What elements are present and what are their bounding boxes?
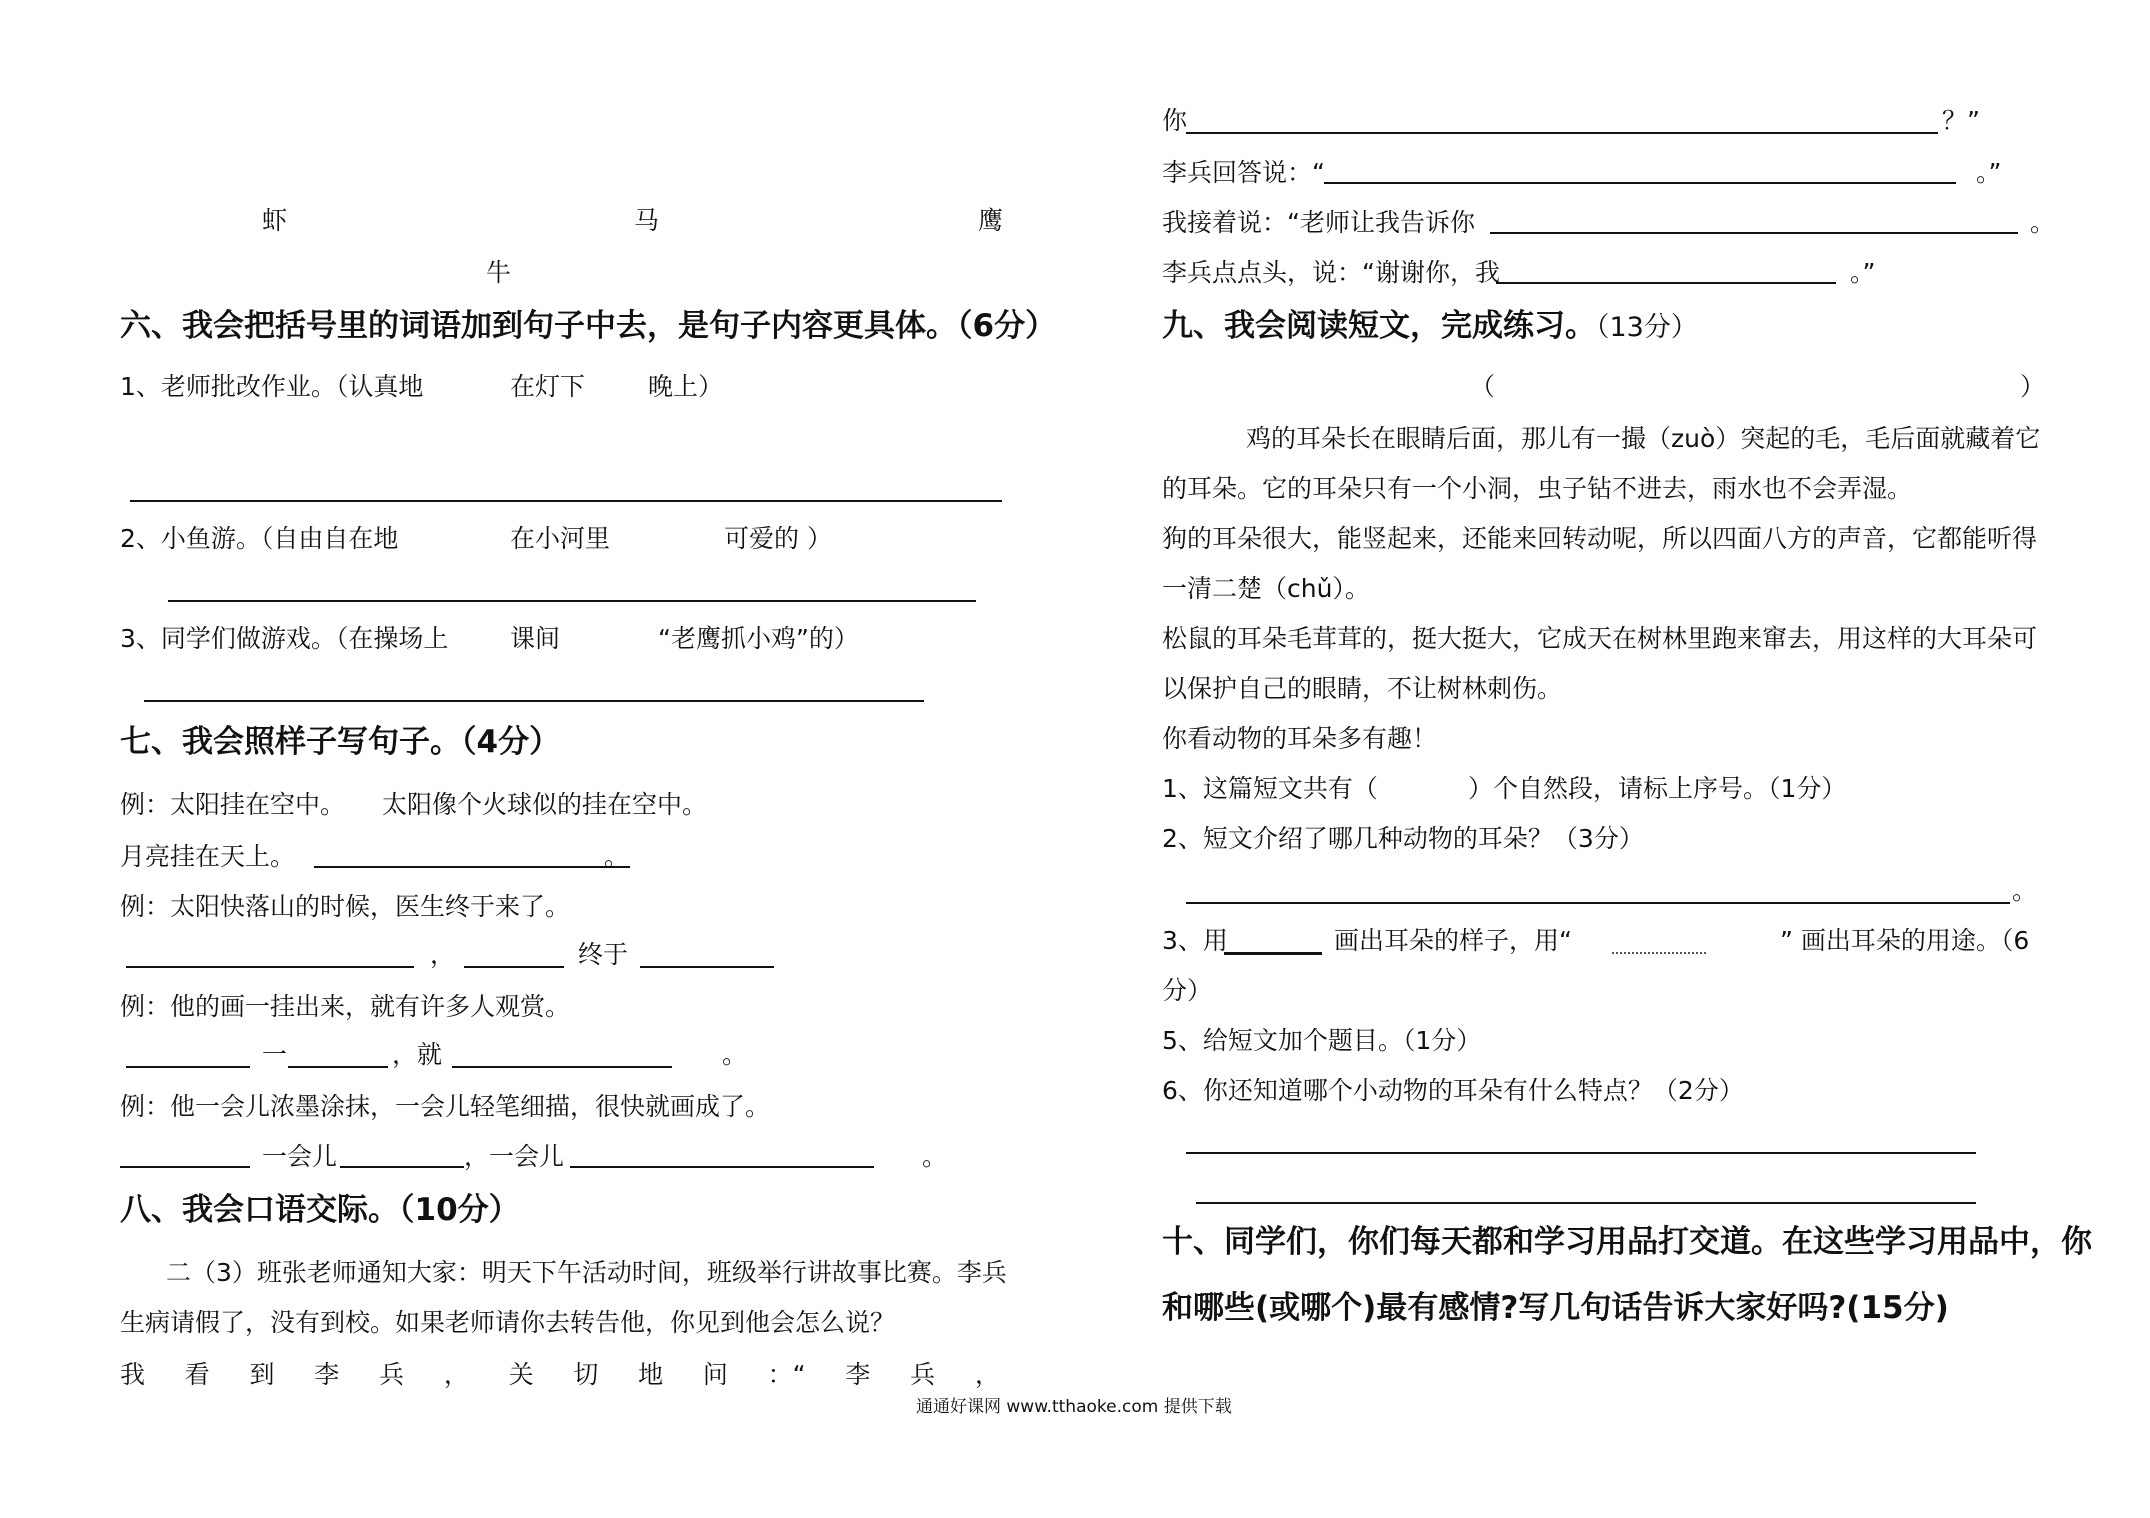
s9-para-6: 以保护自己的眼睛，不让树林刺伤。 (1162, 674, 1563, 703)
s9-para-2: 的耳朵。它的耳朵只有一个小洞，虫子钻不进去，雨水也不会弄湿。 (1162, 474, 1913, 503)
dialog-blank-1[interactable] (1186, 132, 1938, 134)
s7-blank-3b[interactable] (288, 1066, 388, 1068)
s9-question-6: 6、你还知道哪个小动物的耳朵有什么特点？（2分） (1162, 1076, 1744, 1105)
s9-question-3c: ” 画出耳朵的用途。（6 (1780, 926, 2030, 955)
s7-answer-line-1[interactable] (314, 866, 630, 868)
s9-para-1: 鸡的耳朵长在眼睛后面，那儿有一撮（zuò）突起的毛，毛后面就藏着它 (1246, 424, 2041, 453)
dialog-line-4: 李兵点点头，说：“谢谢你，我 (1162, 258, 1500, 287)
dialog-ni: 你 (1162, 106, 1188, 135)
s7-blank-3c[interactable] (452, 1066, 672, 1068)
s9-question-3a: 3、用 (1162, 926, 1228, 955)
section-9-title: 九、我会阅读短文，完成练习。 (1162, 308, 1596, 344)
s6-answer-line-2[interactable] (168, 600, 976, 602)
section-6-heading: 六、我会把括号里的词语加到句子中去，是句子内容更具体。（6分） (120, 308, 1057, 344)
wavy-line-sample (1612, 946, 1706, 954)
s7-jiu: ，就 (392, 1040, 443, 1069)
s6-answer-line-1[interactable] (130, 500, 1002, 502)
s7-yi: 一 (262, 1040, 288, 1069)
s7-question-1: 月亮挂在天上。 (120, 842, 296, 871)
animal-horse: 马 (634, 206, 660, 235)
s9-answer-line-6a[interactable] (1186, 1152, 1976, 1154)
s7-blank-2a[interactable] (126, 966, 414, 968)
s8-paragraph-1: 二（3）班张老师通知大家：明天下午活动时间，班级举行讲故事比赛。李兵 (166, 1258, 1007, 1287)
section-9-score: （13分） (1596, 312, 1698, 343)
s7-q1-period: 。 (604, 842, 630, 871)
section-10-line-1: 十、同学们，你们每天都和学习用品打交道。在这些学习用品中，你 (1162, 1224, 2092, 1260)
s6-item-1: 1、老师批改作业。（认真地 (120, 372, 424, 401)
s9-question-1a: 1、这篇短文共有（ (1162, 774, 1378, 803)
s9-question-2: 2、短文介绍了哪几种动物的耳朵？（3分） (1162, 824, 1644, 853)
s7-blank-4a[interactable] (120, 1166, 250, 1168)
footer-credit: 通通好课网 www.tthaoke.com 提供下载 (916, 1397, 1232, 1417)
s9-answer-line-6b[interactable] (1196, 1202, 1976, 1204)
s9-title-paren-close: ） (2020, 372, 2046, 401)
s9-para-5: 松鼠的耳朵毛茸茸的，挺大挺大，它成天在树林里跑来窜去，用这样的大耳朵可 (1162, 624, 2038, 653)
dialog-l4-end: 。” (1850, 258, 1876, 287)
dialog-blank-2[interactable] (1324, 182, 1956, 184)
dialog-q-end: ？” (1942, 106, 1980, 135)
straight-line-sample (1224, 952, 1322, 955)
s9-q2-period: 。 (2012, 876, 2038, 905)
s7-period-4: 。 (922, 1142, 948, 1171)
s6-item-3-word2: 课间 (510, 624, 561, 653)
s7-blank-2c[interactable] (640, 966, 774, 968)
animal-cow: 牛 (486, 258, 512, 287)
s9-question-5: 5、给短文加个题目。（1分） (1162, 1026, 1482, 1055)
s7-comma: ， (430, 940, 456, 969)
section-9-heading (1162, 308, 1698, 346)
s6-answer-line-3[interactable] (144, 700, 924, 702)
s9-answer-line-2[interactable] (1186, 902, 2010, 904)
s6-item-2-word2: 在小河里 (510, 524, 611, 553)
s7-yihuier: 一会儿 (262, 1142, 338, 1171)
s7-blank-3a[interactable] (126, 1066, 250, 1068)
s9-para-7: 你看动物的耳朵多有趣！ (1162, 724, 1438, 753)
animal-eagle: 鹰 (978, 206, 1004, 235)
s6-item-2-word3: 可爱的 ） (724, 524, 832, 553)
s9-question-1b: ）个自然段，请标上序号。（1分） (1468, 774, 1847, 803)
s7-example-2: 例：太阳快落山的时候，医生终于来了。 (120, 892, 571, 921)
s7-example-4: 例：他一会儿浓墨涂抹，一会儿轻笔细描，很快就画成了。 (120, 1092, 771, 1121)
s9-question-3d: 分） (1162, 976, 1213, 1005)
s9-para-3: 狗的耳朵很大，能竖起来，还能来回转动呢，所以四面八方的声音，它都能听得 (1162, 524, 2038, 553)
s9-question-3b: 画出耳朵的样子，用“ (1334, 926, 1572, 955)
dialog-l3-end: 。 (2030, 208, 2056, 237)
animal-shrimp: 虾 (262, 206, 288, 235)
dialog-blank-3[interactable] (1490, 232, 2018, 234)
s7-example-3: 例：他的画一挂出来，就有许多人观赏。 (120, 992, 571, 1021)
s8-paragraph-3: 我 看 到 李 兵 ， 关 切 地 问 ：“ 李 兵 ， (120, 1360, 1000, 1389)
s7-zhongyu: 终于 (578, 940, 629, 969)
section-7-heading: 七、我会照样子写句子。（4分） (120, 724, 561, 760)
s6-item-3: 3、同学们做游戏。（在操场上 (120, 624, 449, 653)
s6-item-3-word3: “老鹰抓小鸡”的） (658, 624, 859, 653)
s6-item-1-word2: 在灯下 (510, 372, 586, 401)
s8-paragraph-2: 生病请假了，没有到校。如果老师请你去转告他，你见到他会怎么说？ (120, 1308, 896, 1337)
dialog-blank-4[interactable] (1496, 282, 1836, 284)
section-8-heading: 八、我会口语交际。（10分） (120, 1192, 520, 1228)
s9-title-paren-open: （ (1470, 372, 1496, 401)
s7-blank-4c[interactable] (570, 1166, 874, 1168)
s7-example-1b: 太阳像个火球似的挂在空中。 (382, 790, 708, 819)
dialog-l2-end: 。” (1976, 158, 2002, 187)
s6-item-2: 2、小鱼游。（自由自在地 (120, 524, 399, 553)
s7-blank-2b[interactable] (464, 966, 564, 968)
s7-yihuier-2: ，一会儿 (464, 1142, 565, 1171)
s7-example-1: 例：太阳挂在空中。 (120, 790, 346, 819)
s6-item-1-word3: 晚上） (648, 372, 724, 401)
section-10-line-2: 和哪些(或哪个)最有感情?写几句话告诉大家好吗?(15分) (1162, 1290, 1949, 1326)
dialog-line-3: 我接着说：“老师让我告诉你 (1162, 208, 1475, 237)
s9-para-4: 一清二楚（chǔ）。 (1162, 574, 1370, 603)
dialog-line-2: 李兵回答说：“ (1162, 158, 1325, 187)
s7-blank-4b[interactable] (340, 1166, 464, 1168)
s7-period-3: 。 (722, 1040, 748, 1069)
